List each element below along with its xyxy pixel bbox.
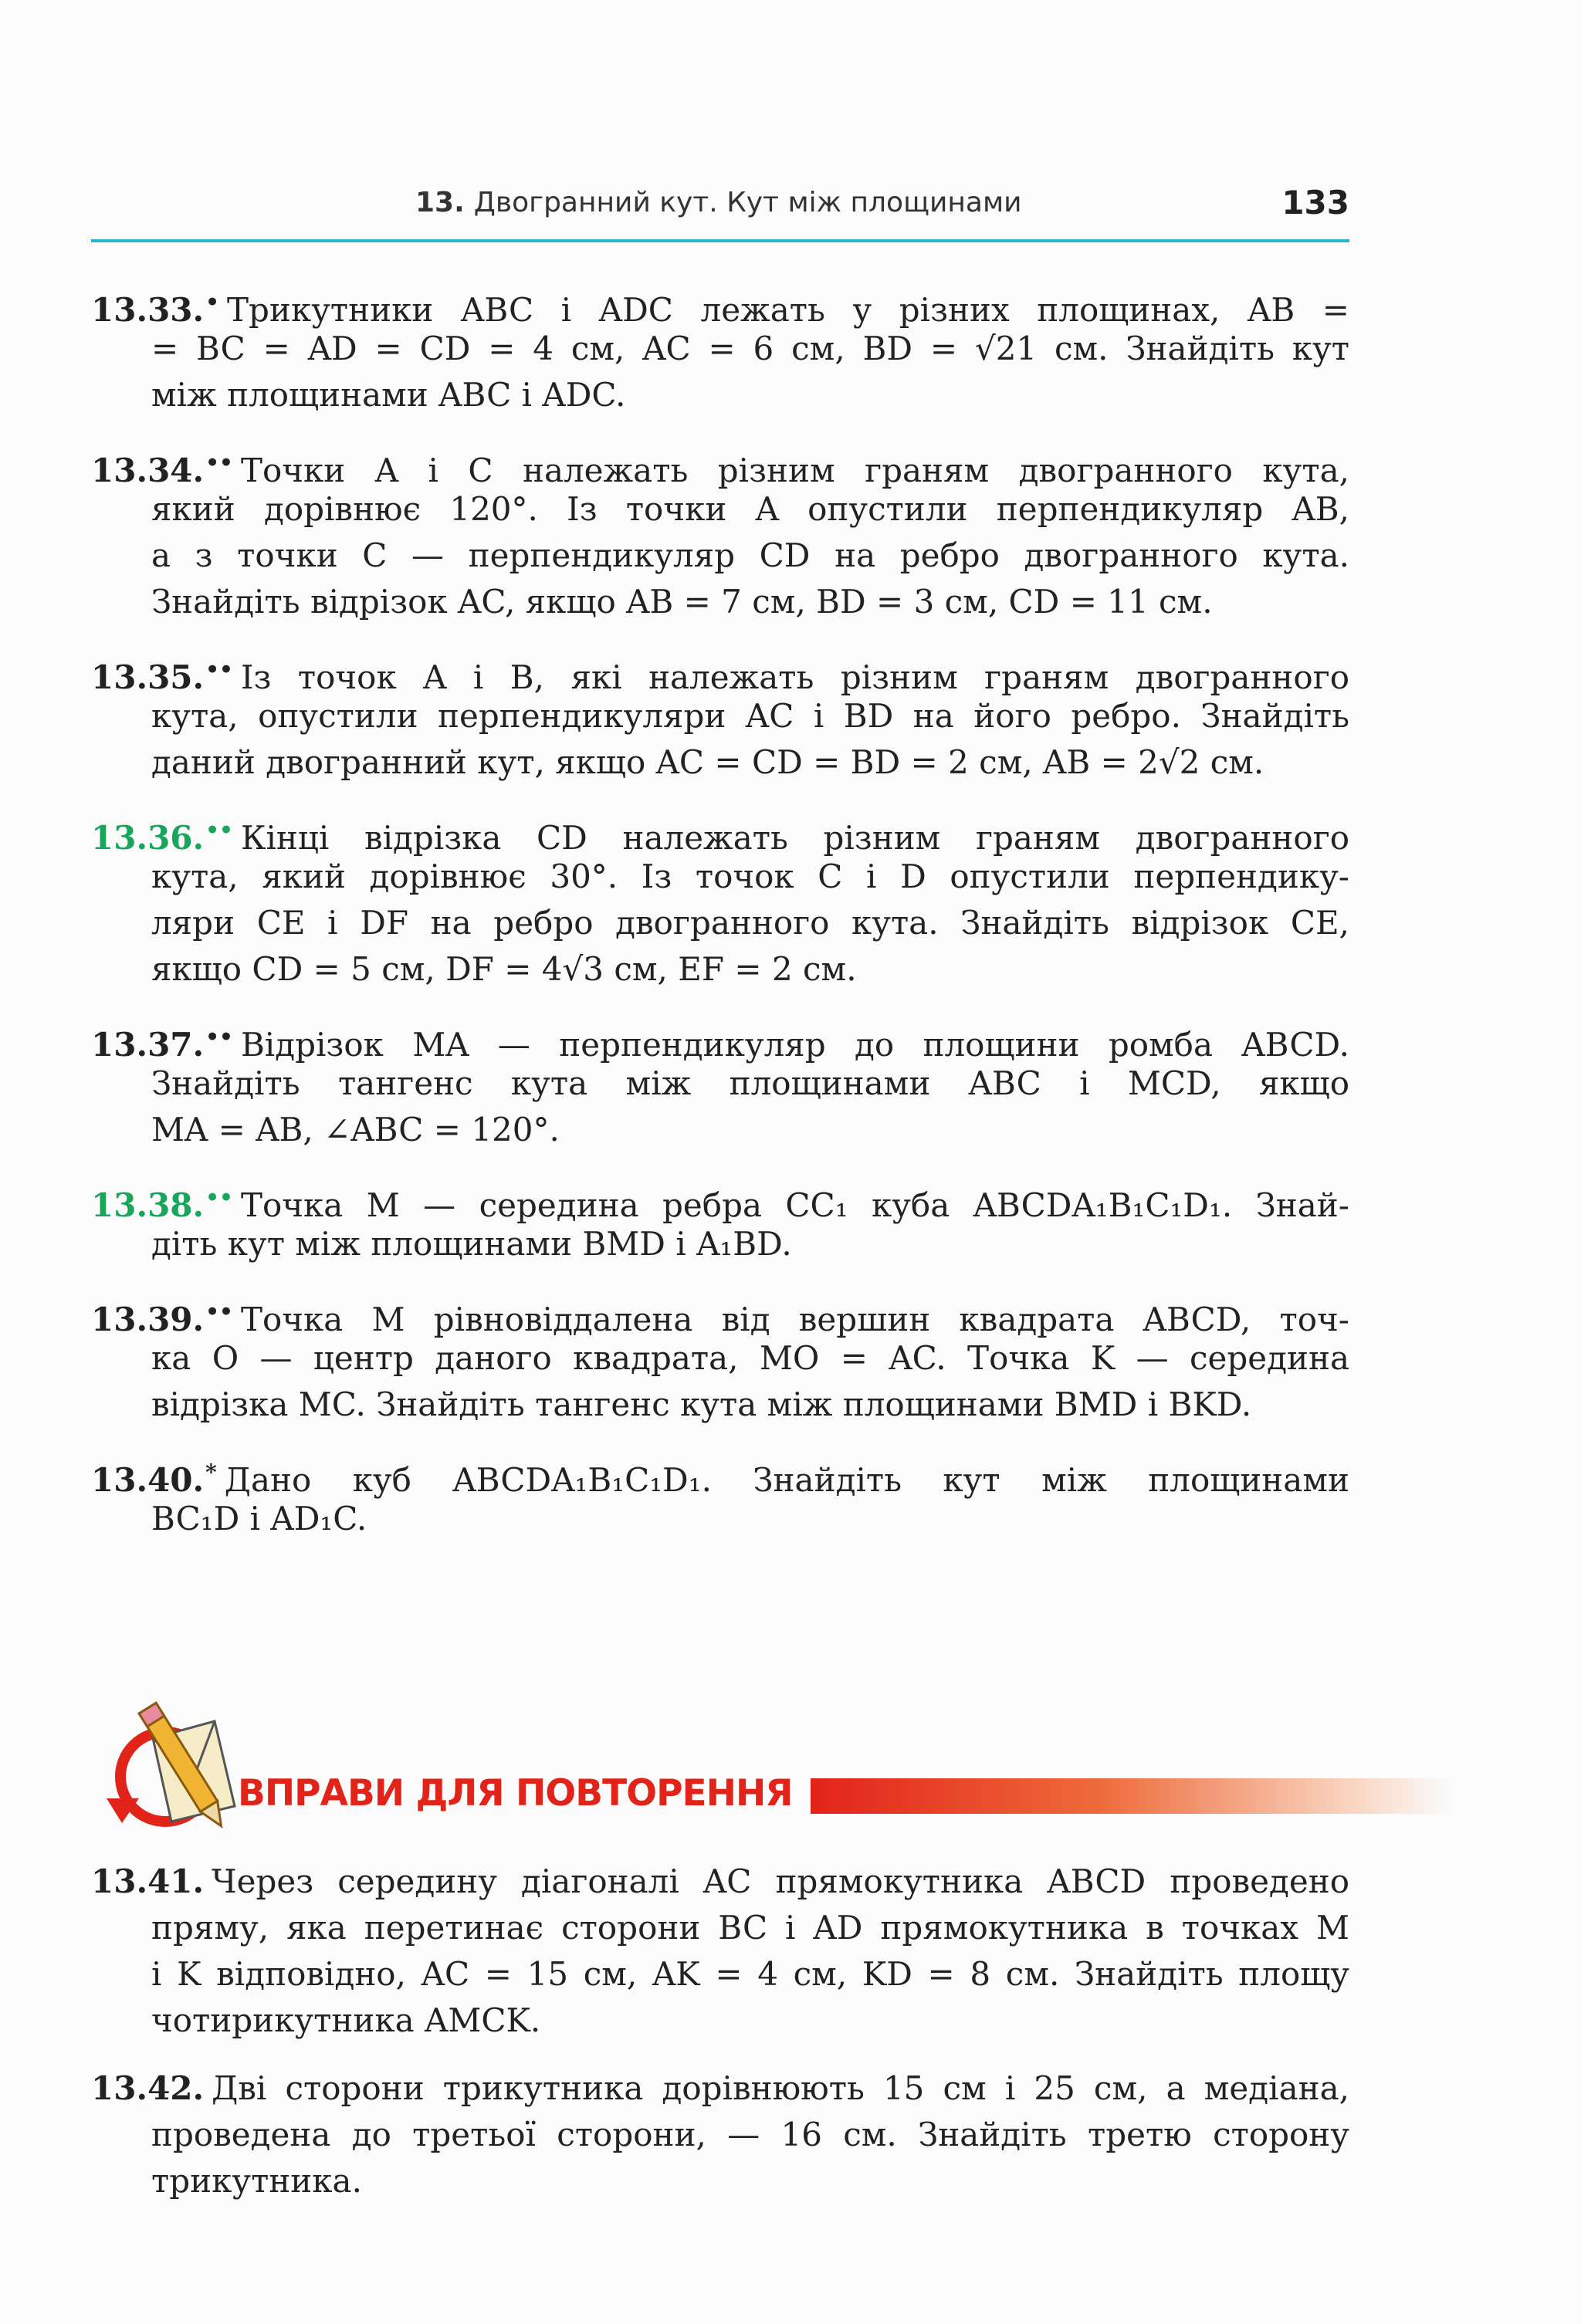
problem-number: 13.35.•• [91,657,233,696]
problem-line [91,1382,1349,1428]
page-header [91,184,1349,230]
problem-text: трикутника. [151,2162,362,2200]
difficulty-mark: •• [205,817,233,843]
problem-text: а з точки C — перпендикуляр CD на ребро двогранного кута. [151,536,1349,574]
chapter-title: Двогранний кут. Кут між площинами [473,187,1022,218]
problem-number: 13.40.* [91,1460,217,1499]
problem-number: 13.39.•• [91,1299,233,1338]
problem-item [91,279,1349,418]
problem-text: Відрізок MA — перпендикуляр до площини ромба ABCD. [240,1026,1349,1064]
problem-text: пряму, яка перетинає сторони BC і AD прямокутника в точках M [151,1909,1349,1947]
problem-line [91,326,1349,372]
problem-item [91,1450,1349,1542]
problem-item [91,2065,1349,2204]
problem-number: 13.37.•• [91,1024,233,1064]
difficulty-mark: •• [205,450,233,475]
problem-text: який дорівнює 120°. Із точки A опустили перпендикуляр AB, [151,490,1349,528]
problem-line [91,486,1349,533]
problem-item [91,1014,1349,1153]
problem-text: Через середину діагоналі AC прямокутника ABCD проведено [212,1862,1349,1900]
problem-line [91,1951,1349,1998]
problem-text: Знайдіть відрізок AC, якщо AB = 7 см, BD = 3 см, CD = 11 см. [151,583,1213,621]
problem-line [91,900,1349,946]
problem-item [91,647,1349,786]
difficulty-mark: •• [205,1024,233,1050]
chapter-heading [415,187,1022,218]
problem-line [91,1998,1349,2044]
problem-item [91,807,1349,993]
problem-list [91,279,1349,1564]
problem-text: діть кут між площинами BMD і A₁BD. [151,1225,792,1263]
problem-text: ляри CE і DF на ребро двогранного кута. Знайдіть відрізок CE, [151,904,1349,942]
problem-text: кута, який дорівнює 30°. Із точок C і D опустили перпендику- [151,858,1349,895]
problem-text: BC₁D і AD₁C. [151,1500,367,1537]
problem-item [91,1289,1349,1428]
problem-text: між площинами ABC і ADC. [151,376,626,414]
problem-text: даний двогранний кут, якщо AC = CD = BD = 2 см, AB = 2√2 см. [151,743,1264,781]
chapter-number: 13. [415,187,465,218]
problem-line [91,1014,1349,1064]
problem-line [91,579,1349,625]
problem-line [91,807,1349,857]
problem-text: відрізка MC. Знайдіть тангенс кута між площинами BMD і BKD. [151,1385,1252,1423]
problem-line [91,647,1349,696]
problem-line [91,372,1349,418]
problem-line [91,1289,1349,1338]
problem-number: 13.36.•• [91,817,233,857]
problem-line [91,440,1349,489]
problem-text: = BC = AD = CD = 4 см, AC = 6 см, BD = √21 см. Знайдіть кут [151,330,1349,367]
problem-text: MA = AB, ∠ABC = 120°. [151,1111,560,1148]
problem-line [91,2112,1349,2158]
problem-text: Кінці відрізка CD належать різним граням двогранного [240,819,1349,857]
problem-item [91,440,1349,625]
problem-number: 13.42. [91,2069,205,2107]
problem-line [91,1107,1349,1153]
problem-number: 13.33.• [91,289,220,329]
problem-text: Дано куб ABCDA₁B₁C₁D₁. Знайдіть кут між площинами [224,1461,1349,1499]
review-problem-list [91,1859,1349,2226]
problem-number: 13.41. [91,1862,205,1900]
review-section-header [91,1690,1349,1837]
difficulty-mark: •• [205,1185,233,1210]
problem-line [91,946,1349,993]
problem-line [91,1175,1349,1224]
difficulty-mark: * [205,1460,217,1485]
problem-text: Дві сторони трикутника дорівнюють 15 см і 25 см, а медіана, [212,2069,1349,2107]
pencil-envelope-icon [91,1690,245,1837]
problem-line [91,2065,1349,2112]
problem-text: Із точок A і B, які належать різним граням двогранного [240,658,1349,696]
problem-line [91,1450,1349,1499]
problem-line [91,1061,1349,1107]
problem-line [91,2158,1349,2204]
problem-line [91,1859,1349,1905]
difficulty-mark: •• [205,657,233,682]
problem-line [91,854,1349,900]
problem-text: Точка M — середина ребра CC₁ куба ABCDA₁B₁C₁D₁. Знай- [240,1186,1349,1224]
problem-line [91,1221,1349,1267]
problem-line [91,1335,1349,1382]
difficulty-mark: •• [205,1299,233,1324]
problem-text: Точка M рівновіддалена від вершин квадрата ABCD, точ- [240,1301,1349,1338]
problem-line [91,1496,1349,1542]
page-number: 133 [1281,184,1349,222]
difficulty-mark: • [205,289,220,315]
problem-text: чотирикутника AMCK. [151,2001,541,2039]
problem-line [91,279,1349,329]
problem-item [91,1175,1349,1267]
problem-line [91,693,1349,739]
section-title: ВПРАВИ ДЛЯ ПОВТОРЕННЯ [238,1772,793,1815]
problem-text: Точки A і C належать різним граням двогранного кута, [240,452,1349,489]
problem-text: якщо CD = 5 см, DF = 4√3 см, EF = 2 см. [151,950,857,988]
problem-line [91,533,1349,579]
problem-text: кута, опустили перпендикуляри AC і BD на його ребро. Знайдіть [151,697,1349,735]
header-divider [91,239,1349,242]
problem-line [91,739,1349,786]
problem-text: ка O — центр даного квадрата, MO = AC. Точка K — середина [151,1339,1349,1377]
problem-text: проведена до третьої сторони, — 16 см. Знайдіть третю сторону [151,2116,1349,2153]
section-gradient-bar [811,1778,1450,1814]
problem-item [91,1859,1349,2044]
problem-text: і K відповідно, AC = 15 см, AK = 4 см, KD = 8 см. Знайдіть площу [151,1955,1349,1993]
problem-line [91,1905,1349,1951]
problem-text: Знайдіть тангенс кута між площинами ABC і MCD, якщо [151,1064,1349,1102]
problem-number: 13.34.•• [91,450,233,489]
problem-number: 13.38.•• [91,1185,233,1224]
problem-text: Трикутники ABC і ADC лежать у різних площинах, AB = [227,291,1349,329]
